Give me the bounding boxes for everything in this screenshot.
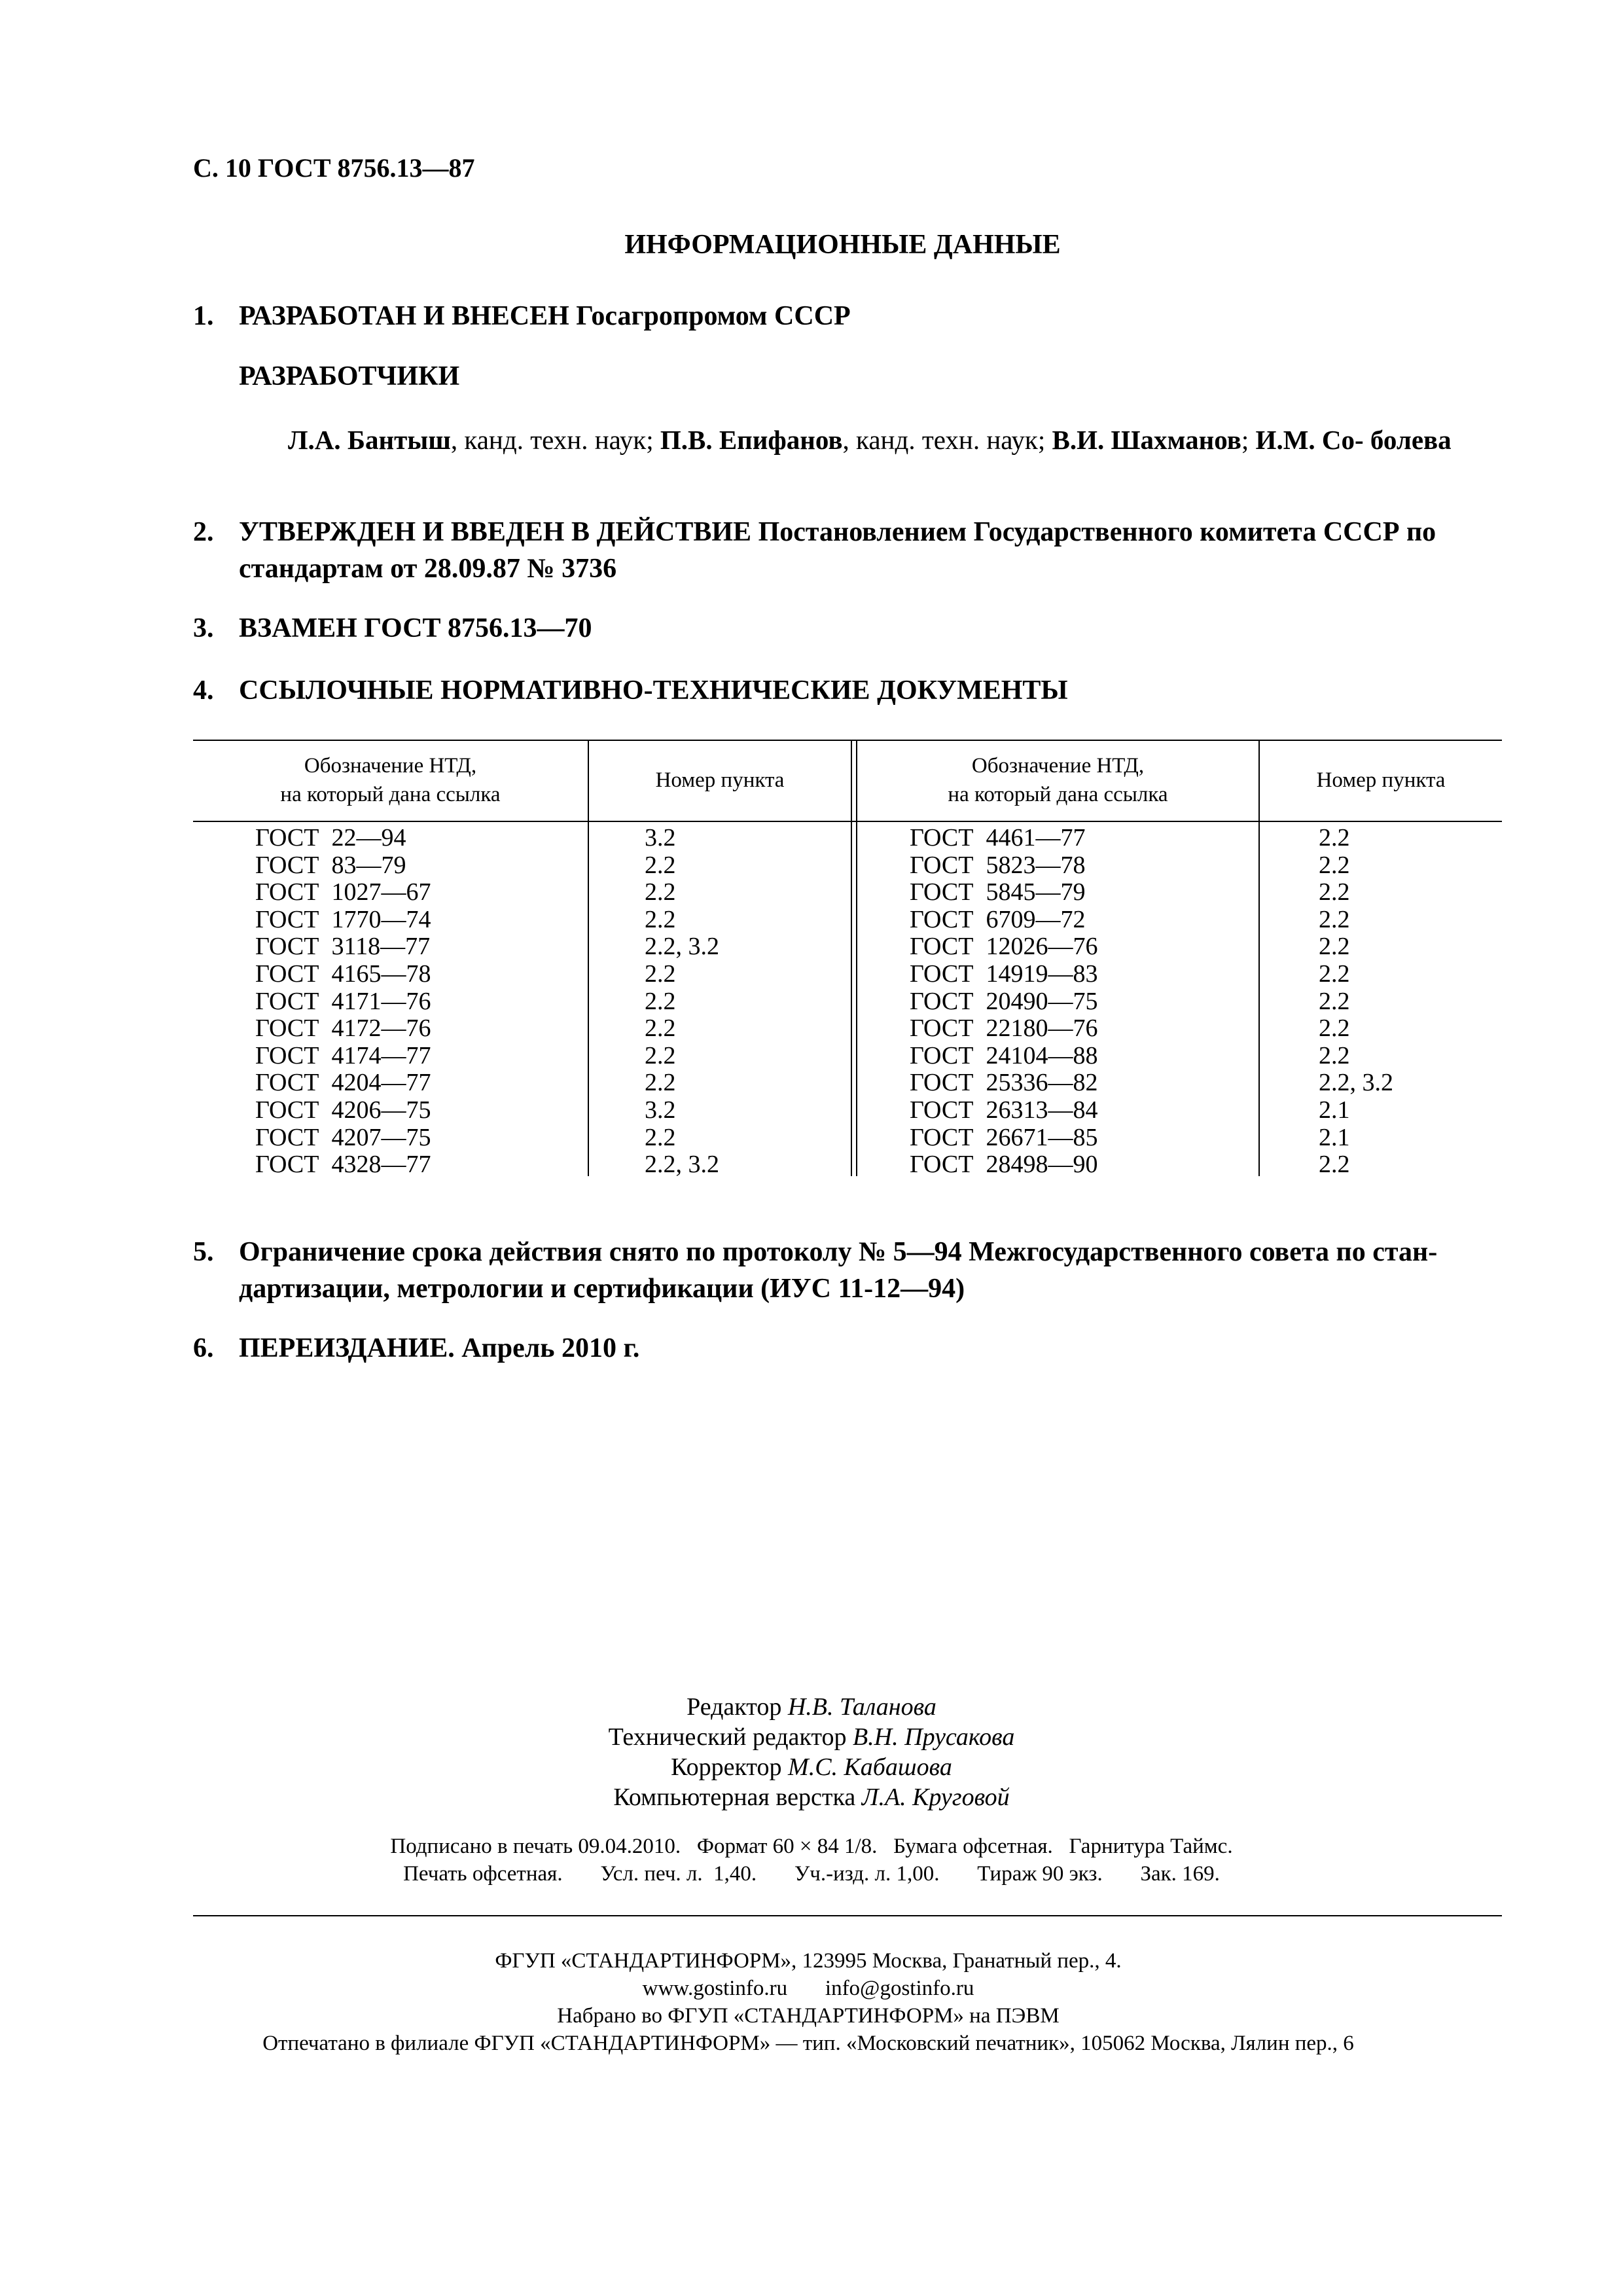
section-4: [193, 672, 1502, 709]
section-1: [193, 298, 1502, 334]
table-cell: 2.2: [645, 1014, 676, 1043]
table-top-rule: [193, 740, 1502, 741]
pub-line-1: Подписано в печать 09.04.2010. Формат 60 × 84 1/8. Бумага офсетная. Гарнитура Таймс.: [390, 1835, 1233, 1858]
table-cell: ГОСТ 4207—75: [255, 1123, 431, 1151]
table-cell: ГОСТ 1770—74: [255, 905, 431, 933]
section-5: [193, 1234, 1502, 1307]
table-cell: 2.2: [645, 1041, 676, 1069]
table-cell: ГОСТ 4171—76: [255, 987, 431, 1015]
section-text: Ограничение срока действия снято по протоколу № 5—94 Межгосударственного совета по стан- дартизации, метрологии и сертификации (ИУС 11-12—94): [239, 1237, 1438, 1304]
table-cell: 2.2: [1319, 960, 1350, 988]
developers-list: [288, 423, 1499, 457]
developers-heading: РАЗРАБОТЧИКИ: [239, 361, 460, 391]
table-cell: ГОСТ 20490—75: [910, 987, 1098, 1015]
column-divider-double: [851, 740, 852, 1176]
developer-name: Л.А. Бантыш: [288, 425, 451, 455]
table-cell: ГОСТ 26313—84: [910, 1096, 1098, 1124]
table-cell: ГОСТ 4328—77: [255, 1151, 431, 1179]
table-cell: ГОСТ 22180—76: [910, 1014, 1098, 1043]
table-cell: ГОСТ 22—94: [255, 824, 406, 852]
header-doc-left: Обозначение НТД, на который дана ссылка: [280, 754, 501, 806]
table-cell: 2.1: [1319, 1123, 1350, 1151]
page-header: С. 10 ГОСТ 8756.13—87: [193, 153, 475, 183]
section-3: [193, 610, 1502, 647]
section-2: [193, 514, 1502, 587]
table-cell: 3.2: [645, 1096, 676, 1124]
table-cell: 2.2: [645, 960, 676, 988]
table-cell: 2.2: [645, 851, 676, 879]
publication-info: [0, 1833, 1623, 1888]
footer-line: Отпечатано в филиале ФГУП «СТАНДАРТИНФОРМ» — тип. «Московский печатник», 105062 Москва, Лялин пер., 6: [262, 2032, 1354, 2055]
section-number: 5.: [193, 1237, 214, 1267]
table-cell: ГОСТ 1027—67: [255, 878, 431, 906]
developer-detail: ;: [1241, 425, 1256, 455]
developer-detail: , канд. техн. наук;: [842, 425, 1052, 455]
table-cell: ГОСТ 4174—77: [255, 1041, 431, 1069]
header-item-left: Номер пункта: [655, 768, 785, 792]
credit-layout: Компьютерная верстка Л.А. Круговой: [613, 1784, 1010, 1811]
header-item-right: Номер пункта: [1316, 768, 1446, 792]
column-divider: [1258, 740, 1260, 1176]
table-cell: ГОСТ 24104—88: [910, 1041, 1098, 1069]
right-items-column: [1319, 825, 1393, 1179]
section-text: ССЫЛОЧНЫЕ НОРМАТИВНО-ТЕХНИЧЕСКИЕ ДОКУМЕНТЫ: [239, 675, 1068, 706]
table-cell: 2.2: [1319, 1041, 1350, 1069]
table-cell: 2.2: [1319, 987, 1350, 1015]
credit-tech-editor: Технический редактор В.Н. Прусакова: [608, 1723, 1015, 1751]
table-cell: ГОСТ 28498—90: [910, 1151, 1098, 1179]
left-docs-column: [255, 825, 431, 1179]
table-cell: 2.2: [1319, 905, 1350, 933]
table-cell: 2.2: [1319, 1014, 1350, 1043]
table-cell: ГОСТ 4172—76: [255, 1014, 431, 1043]
credits: [0, 1692, 1623, 1812]
table-cell: 2.2: [1319, 933, 1350, 961]
section-text: РАЗРАБОТАН И ВНЕСЕН Госагропромом СССР: [239, 301, 851, 331]
column-divider: [588, 740, 589, 1176]
table-cell: 2.2: [645, 1069, 676, 1097]
table-cell: 2.2: [645, 878, 676, 906]
section-number: 1.: [193, 301, 214, 331]
section-text: ВЗАМЕН ГОСТ 8756.13—70: [239, 613, 592, 643]
section-number: 6.: [193, 1333, 214, 1363]
table-cell: ГОСТ 3118—77: [255, 933, 431, 961]
table-cell: ГОСТ 4165—78: [255, 960, 431, 988]
developer-name: В.И. Шахманов: [1052, 425, 1241, 455]
table-cell: 2.2: [1319, 1151, 1350, 1179]
table-cell: 2.2: [1319, 824, 1350, 852]
section-number: 2.: [193, 517, 214, 547]
table-header-rule: [193, 821, 1502, 822]
section-text: ПЕРЕИЗДАНИЕ. Апрель 2010 г.: [239, 1333, 640, 1363]
divider: [193, 1915, 1502, 1916]
table-cell: 2.2: [645, 905, 676, 933]
table-cell: ГОСТ 6709—72: [910, 905, 1086, 933]
table-cell: ГОСТ 4461—77: [910, 824, 1086, 852]
table-cell: 2.2, 3.2: [645, 1151, 719, 1179]
developer-name: И.М. Со- болева: [1255, 425, 1452, 455]
table-cell: ГОСТ 14919—83: [910, 960, 1098, 988]
table-cell: ГОСТ 83—79: [255, 851, 406, 879]
table-cell: ГОСТ 25336—82: [910, 1069, 1098, 1097]
table-cell: 3.2: [645, 824, 676, 852]
page-title: ИНФОРМАЦИОННЫЕ ДАННЫЕ: [624, 230, 1061, 260]
footer-line: www.gostinfo.ru info@gostinfo.ru: [642, 1977, 974, 2000]
table-cell: 2.2: [645, 987, 676, 1015]
left-items-column: [645, 825, 719, 1179]
publisher-footer: [0, 1947, 1616, 2057]
footer-line: ФГУП «СТАНДАРТИНФОРМ», 123995 Москва, Гранатный пер., 4.: [495, 1949, 1122, 1973]
section-text: УТВЕРЖДЕН И ВВЕДЕН В ДЕЙСТВИЕ Постановлением Государственного комитета СССР по стандартам от 28.09.87 № 3736: [239, 517, 1436, 584]
table-cell: 2.2: [1319, 878, 1350, 906]
table-cell: 2.2, 3.2: [1319, 1069, 1393, 1097]
table-cell: ГОСТ 4204—77: [255, 1069, 431, 1097]
right-docs-column: [910, 825, 1098, 1179]
table-cell: ГОСТ 26671—85: [910, 1123, 1098, 1151]
table-cell: ГОСТ 5845—79: [910, 878, 1086, 906]
table-cell: ГОСТ 4206—75: [255, 1096, 431, 1124]
section-number: 4.: [193, 675, 214, 706]
table-cell: ГОСТ 12026—76: [910, 933, 1098, 961]
credit-corrector: Корректор М.С. Кабашова: [671, 1753, 952, 1781]
pub-line-2: Печать офсетная. Усл. печ. л. 1,40. Уч.-изд. л. 1,00. Тираж 90 экз. Зак. 169.: [403, 1862, 1220, 1886]
developer-detail: , канд. техн. наук;: [450, 425, 660, 455]
credit-editor: Редактор Н.В. Таланова: [687, 1693, 936, 1721]
table-cell: 2.2: [1319, 851, 1350, 879]
table-cell: 2.1: [1319, 1096, 1350, 1124]
developer-name: П.В. Епифанов: [660, 425, 843, 455]
section-6: [193, 1330, 1502, 1367]
section-number: 3.: [193, 613, 214, 643]
table-cell: 2.2, 3.2: [645, 933, 719, 961]
footer-line: Набрано во ФГУП «СТАНДАРТИНФОРМ» на ПЭВМ: [557, 2004, 1060, 2028]
header-doc-right: Обозначение НТД, на который дана ссылка: [948, 754, 1168, 806]
table-cell: ГОСТ 5823—78: [910, 851, 1086, 879]
table-cell: 2.2: [645, 1123, 676, 1151]
